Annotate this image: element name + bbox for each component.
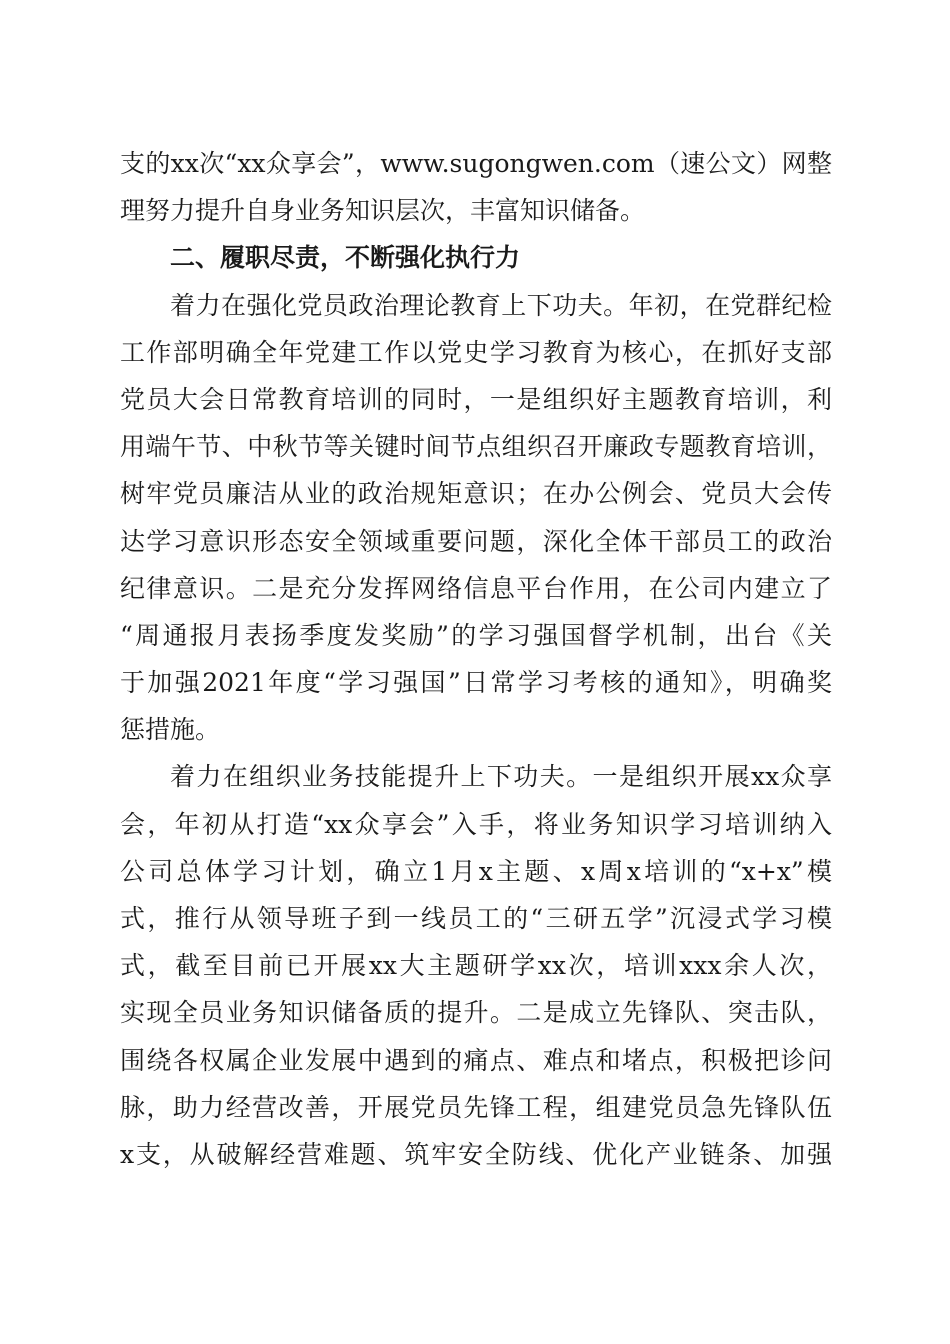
text-line: 会，年初从打造“xx众享会”入手，将业务知识学习培训纳入 [120,809,832,839]
text-line: 脉，助力经营改善，开展党员先锋工程，组建党员急先锋队伍 [120,1092,832,1122]
text-line: 于加强2021年度“学习强国”日常学习考核的通知》，明确奖 [120,668,832,698]
text-line: “周通报月表扬季度发奖励”的学习强国督学机制，出台《关 [120,620,832,650]
text-line: 党员大会日常教育培训的同时，一是组织好主题教育培训，利 [120,384,832,414]
text-line: 惩措施。 [120,715,221,745]
text-line: x支，从破解经营难题、筑牢安全防线、优化产业链条、加强 [120,1139,832,1169]
text-line: 达学习意识形态安全领域重要问题，深化全体干部员工的政治 [120,526,832,556]
text-line: 用端午节、中秋节等关键时间节点组织召开廉政专题教育培训， [120,432,832,462]
text-line: 式，推行从领导班子到一线员工的“三研五学”沉浸式学习模 [120,904,832,933]
text-line: 公司总体学习计划，确立1月x主题、x周x培训的“x+x”模 [120,856,832,886]
text-line: 着力在组织业务技能提升上下功夫。一是组织开展xx众享 [170,762,832,792]
text-line: 着力在强化党员政治理论教育上下功夫。年初，在党群纪检 [170,290,832,320]
section-heading: 二、履职尽责，不断强化执行力 [170,243,521,273]
text-line: 支的xx次“xx众享会”，www.sugongwen.com（速公文）网整 [120,149,832,178]
text-line: 工作部明确全年党建工作以党史学习教育为核心，在抓好支部 [120,337,832,367]
text-line: 纪律意识。二是充分发挥网络信息平台作用，在公司内建立了 [120,573,832,603]
text-line: 式，截至目前已开展xx大主题研学xx次，培训xxx余人次， [120,951,832,981]
text-line: 理努力提升自身业务知识层次，丰富知识储备。 [120,196,646,226]
text-line: 树牢党员廉洁从业的政治规矩意识；在办公例会、党员大会传 [120,479,832,509]
text-line: 实现全员业务知识储备质的提升。二是成立先锋队、突击队， [120,998,832,1028]
text-line: 围绕各权属企业发展中遇到的痛点、难点和堵点，积极把诊问 [120,1045,832,1075]
document-body [120,140,832,1178]
